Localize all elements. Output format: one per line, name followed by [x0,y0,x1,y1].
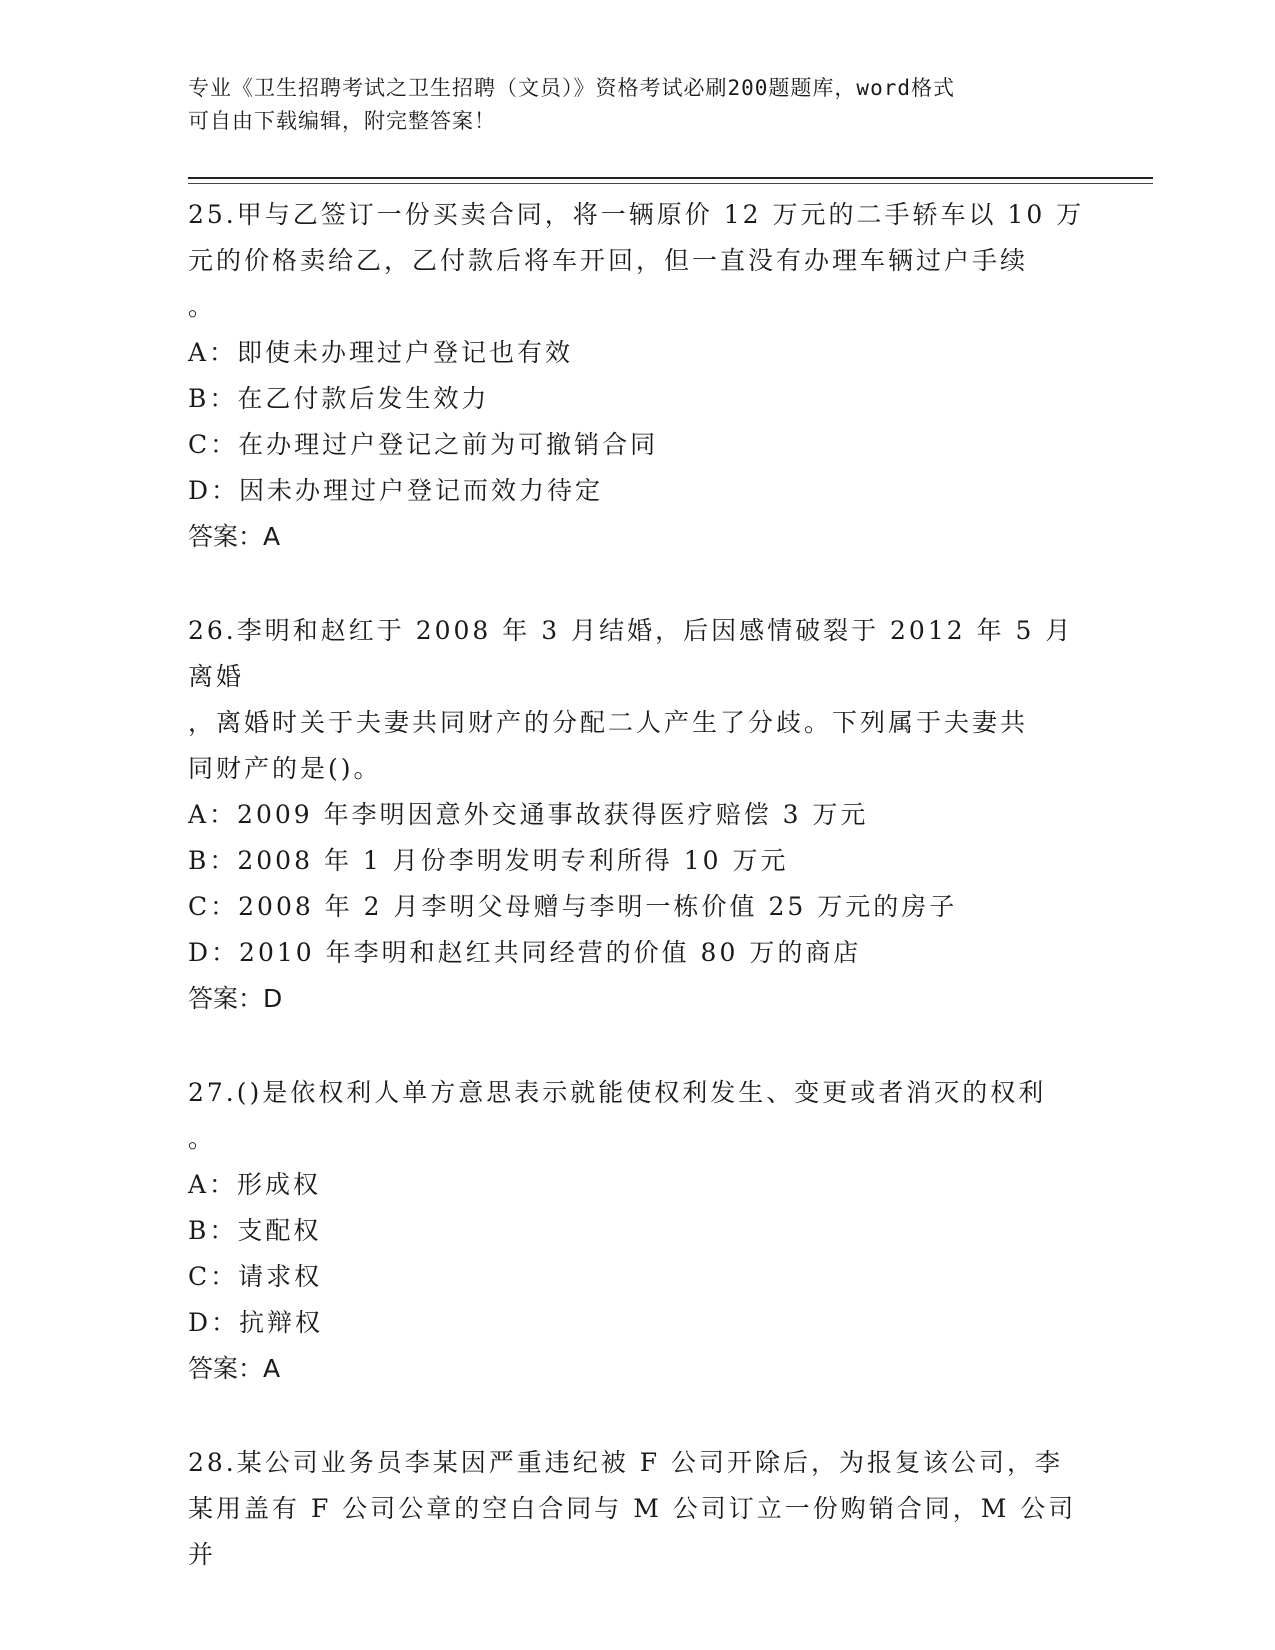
question-stem-line: 26.李明和赵红于 2008 年 3 月结婚，后因感情破裂于 2012 年 5 月离婚 [188,616,1074,691]
question-25 [188,192,1088,560]
header-line-1: 专业《卫生招聘考试之卫生招聘（文员）》资格考试必刷200题题库，word格式 [188,76,955,100]
question-list [188,192,1088,1578]
option-c: C：2008 年 2 月李明父母赠与李明一栋价值 25 万元的房子 [188,892,958,921]
question-stem-line: ，离婚时关于夫妻共同财产的分配二人产生了分歧。下列属于夫妻共 [188,708,1029,737]
option-d: D：因未办理过户登记而效力待定 [188,476,604,505]
question-stem-line: 27.()是依权利人单方意思表示就能使权利发生、变更或者消灭的权利 [188,1078,1047,1107]
question-27 [188,1070,1088,1392]
question-spacer [188,560,1088,608]
option-b: B：支配权 [188,1216,322,1245]
option-a: A：2009 年李明因意外交通事故获得医疗赔偿 3 万元 [188,800,869,829]
option-a: A：即使未办理过户登记也有效 [188,338,574,367]
question-stem-line: 25.甲与乙签订一份买卖合同，将一辆原价 12 万元的二手轿车以 10 万 [188,200,1085,229]
question-spacer [188,1392,1088,1440]
question-stem-line: 同财产的是()。 [188,754,382,783]
question-26 [188,608,1088,1022]
question-stem-line: 元的价格卖给乙，乙付款后将车开回，但一直没有办理车辆过户手续 [188,246,1029,275]
document-header [188,72,1088,138]
question-stem-line: 28.某公司业务员李某因严重违纪被 F 公司开除后，为报复该公司，李 [188,1448,1064,1477]
question-stem-line: 。 [188,1124,217,1153]
answer-label: 答案：D [188,984,283,1013]
question-spacer [188,1022,1088,1070]
answer-label: 答案：A [188,1354,281,1383]
option-c: C：请求权 [188,1262,323,1291]
header-line-2: 可自由下载编辑，附完整答案！ [188,109,496,133]
option-b: B：2008 年 1 月份李明发明专利所得 10 万元 [188,846,789,875]
option-d: D：抗辩权 [188,1308,324,1337]
question-stem-line: 某用盖有 F 公司公章的空白合同与 M 公司订立一份购销合同，M 公司并 [188,1494,1077,1569]
option-c: C：在办理过户登记之前为可撤销合同 [188,430,659,459]
answer-label: 答案：A [188,522,281,551]
question-28 [188,1440,1088,1578]
header-divider-thin [188,183,1153,184]
question-stem-line: 。 [188,292,217,321]
option-a: A：形成权 [188,1170,322,1199]
header-divider-thick [188,177,1153,179]
option-b: B：在乙付款后发生效力 [188,384,490,413]
option-d: D：2010 年李明和赵红共同经营的价值 80 万的商店 [188,938,862,967]
